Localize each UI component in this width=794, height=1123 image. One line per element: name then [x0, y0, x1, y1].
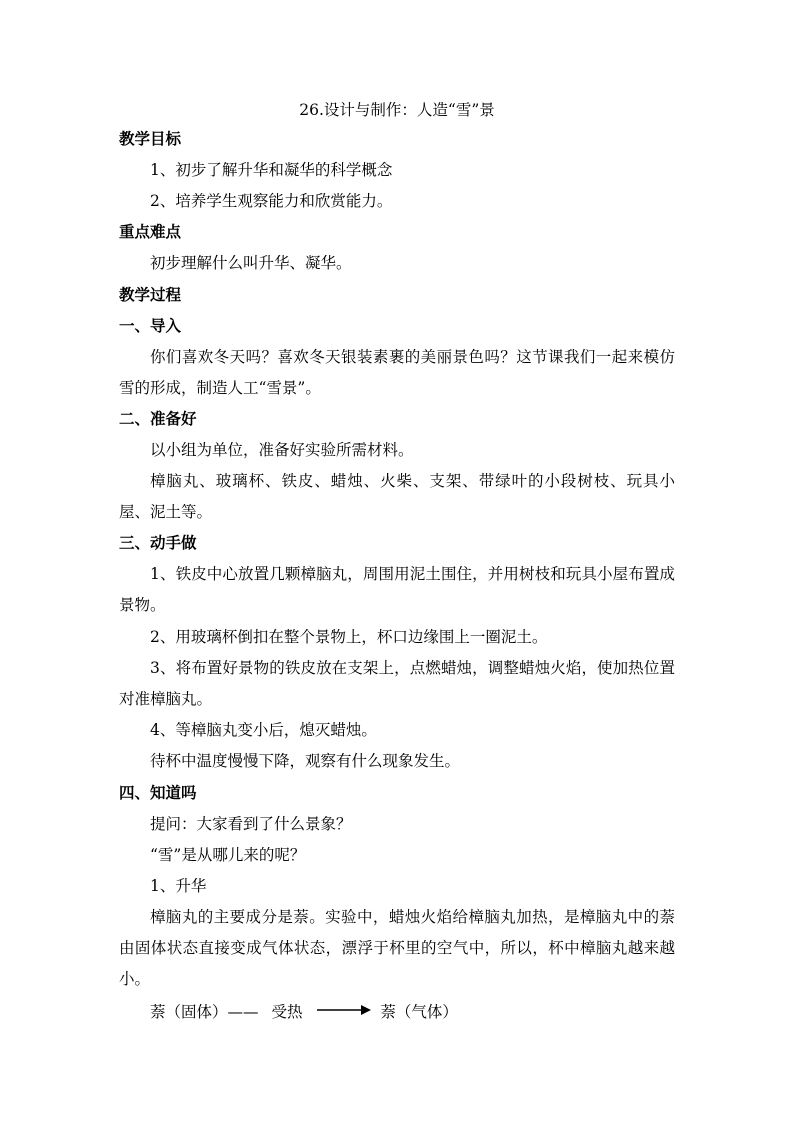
equation-left: 萘（固体）—— — [150, 1003, 259, 1021]
goals-heading: 教学目标 — [119, 129, 182, 148]
equation-right: 萘（气体） — [380, 1003, 458, 1021]
document-title: 26.设计与制作：人造“雪”景 — [299, 101, 495, 119]
subheading-sublimation: 1、升华 — [150, 877, 207, 895]
know-heading: 四、知道吗 — [119, 783, 197, 802]
step-4-text: 4、等樟脑丸变小后，熄灭蜡烛。 — [150, 721, 377, 739]
intro-paragraph: 你们喜欢冬天吗？喜欢冬天银装素裹的美丽景色吗？这节课我们一起来模仿雪的形成，制造人工“雪景”。 — [119, 348, 675, 397]
key-points-heading: 重点难点 — [119, 222, 182, 241]
step-5-text: 待杯中温度慢慢下降，观察有什么现象发生。 — [150, 752, 461, 770]
equation-condition: 受热 — [271, 1003, 303, 1021]
goal-item-2: 2、培养学生观察能力和欣赏能力。 — [150, 192, 393, 210]
preparation-heading: 二、准备好 — [119, 409, 197, 428]
materials-paragraph: 樟脑丸、玻璃杯、铁皮、蜡烛、火柴、支架、带绿叶的小段树枝、玩具小屋、泥土等。 — [119, 472, 675, 521]
right-arrow-icon — [317, 1004, 371, 1016]
explanation-paragraph: 樟脑丸的主要成分是萘。实验中，蜡烛火焰给樟脑丸加热，是樟脑丸中的萘由固体状态直接变成气体状态，漂浮于杯里的空气中，所以，杯中樟脑丸越来越小。 — [119, 908, 675, 988]
intro-heading: 一、导入 — [119, 316, 182, 335]
step-3-paragraph: 3、将布置好景物的铁皮放在支架上，点燃蜡烛，调整蜡烛火焰，使加热位置对准樟脑丸。 — [119, 659, 675, 708]
question-1-text: 提问：大家看到了什么景象？ — [150, 815, 352, 833]
preparation-text: 以小组为单位，准备好实验所需材料。 — [150, 441, 414, 459]
key-points-text: 初步理解什么叫升华、凝华。 — [150, 254, 352, 272]
sublimation-equation — [150, 999, 458, 1024]
process-heading: 教学过程 — [119, 285, 182, 304]
step-1-paragraph: 1、铁皮中心放置几颗樟脑丸，周围用泥土围住，并用树枝和玩具小屋布置成景物。 — [119, 565, 675, 614]
question-2-text: “雪”是从哪儿来的呢？ — [150, 846, 306, 864]
goal-item-1: 1、初步了解升华和凝华的科学概念 — [150, 161, 393, 179]
step-2-text: 2、用玻璃杯倒扣在整个景物上，杯口边缘围上一圈泥土。 — [150, 628, 548, 646]
hands-on-heading: 三、动手做 — [119, 533, 197, 552]
